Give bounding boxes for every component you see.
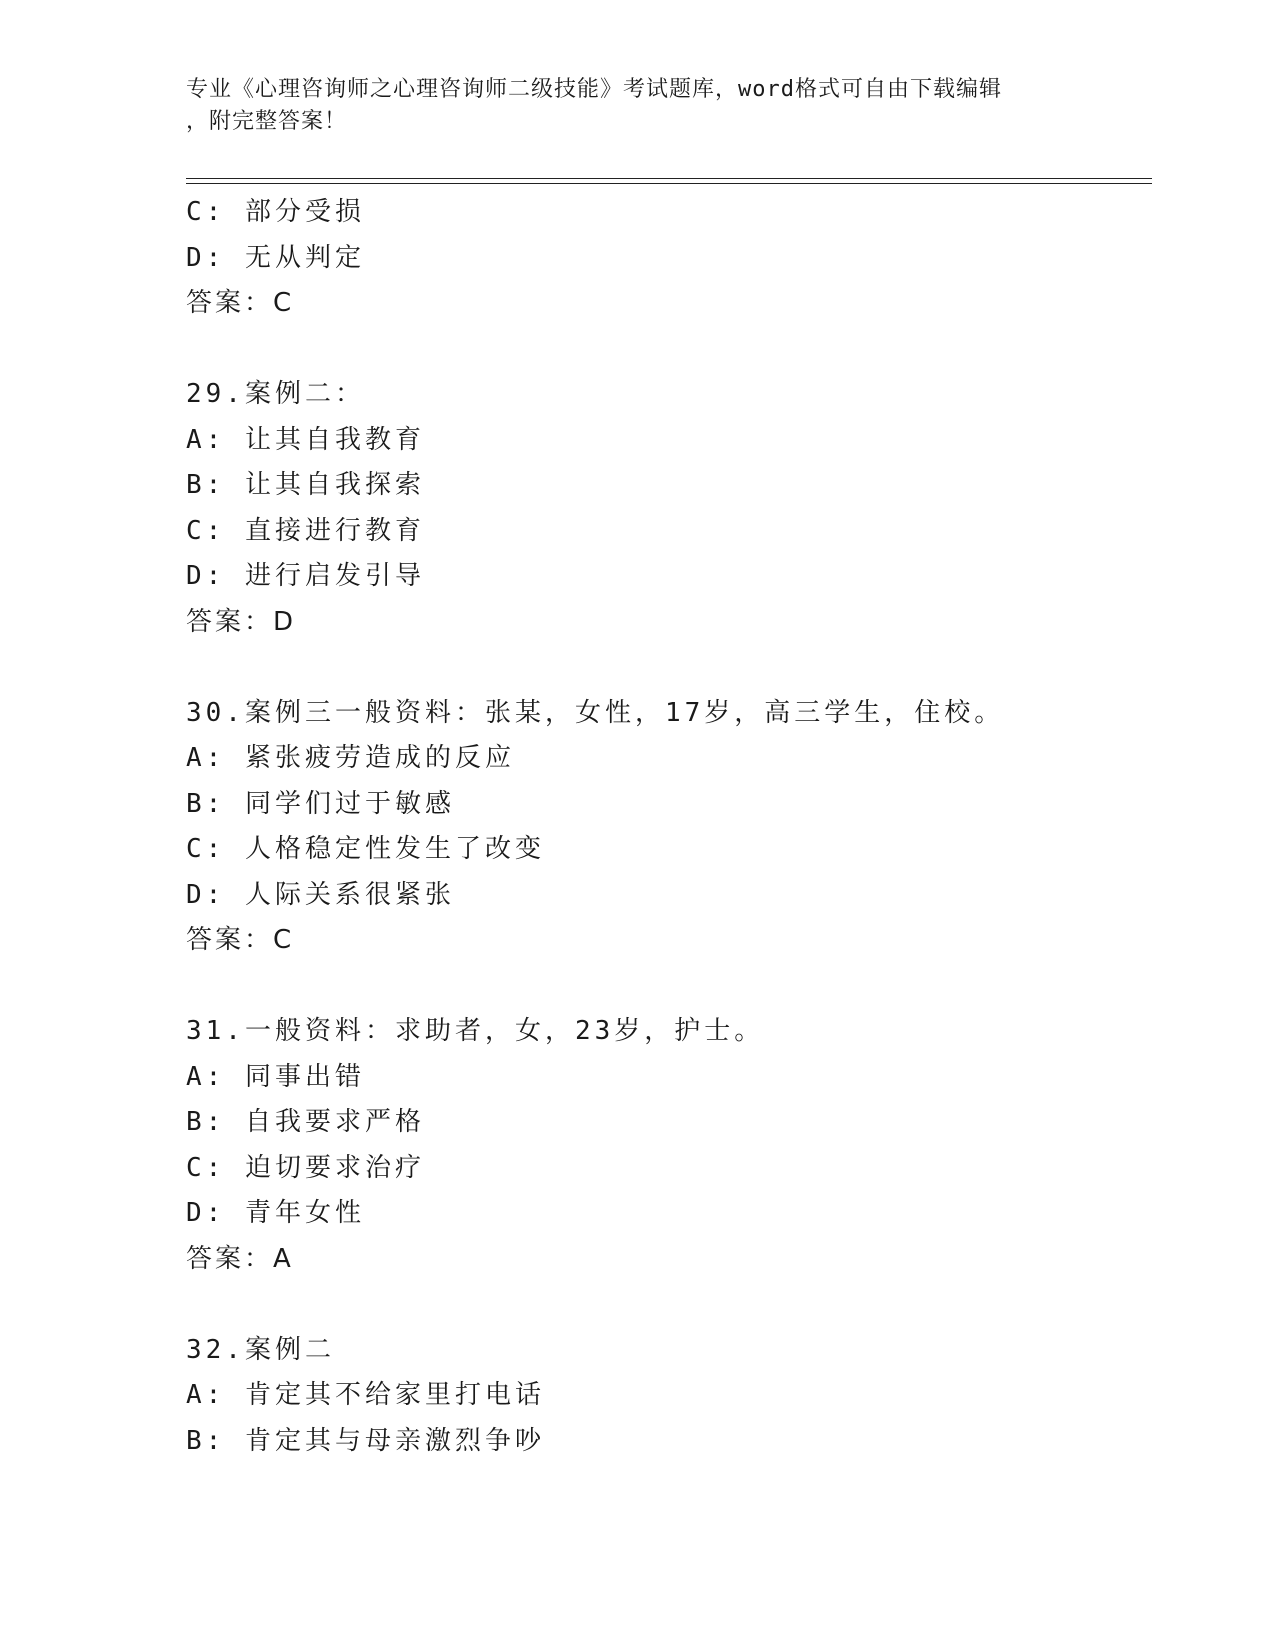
- option-b: B: 肯定其与母亲激烈争吵: [186, 1425, 545, 1456]
- header-divider-bottom: [186, 183, 1152, 184]
- spacer: [186, 964, 1146, 1010]
- option-d: D: 青年女性: [186, 1198, 365, 1228]
- spacer: [186, 645, 1146, 691]
- option-d: D: 人际关系很紧张: [186, 879, 455, 910]
- answer-line: 答案：D: [186, 606, 297, 637]
- spacer: [186, 1282, 1146, 1328]
- option-a: A: 同事出错: [186, 1061, 365, 1092]
- question-block-30: [186, 691, 1146, 964]
- option-a: A: 肯定其不给家里打电话: [186, 1380, 545, 1410]
- question-block-32: [186, 1328, 1146, 1465]
- question-text: 31.一般资料：求助者，女，23岁，护士。: [186, 1016, 765, 1046]
- option-d: D: 进行启发引导: [186, 561, 425, 591]
- spacer: [186, 327, 1146, 373]
- option-b: B: 同学们过于敏感: [186, 788, 455, 819]
- header-line-1: 专业《心理咨询师之心理咨询师二级技能》考试题库，word格式可自由下载编辑: [186, 77, 1002, 102]
- option-b: B: 让其自我探索: [186, 470, 425, 500]
- question-block-28: [186, 190, 1146, 327]
- option-c: C: 迫切要求治疗: [186, 1152, 425, 1183]
- question-text: 32.案例二: [186, 1334, 335, 1365]
- question-text: 29.案例二：: [186, 379, 365, 409]
- option-d: D: 无从判定: [186, 242, 365, 273]
- option-b: B: 自我要求严格: [186, 1107, 425, 1137]
- answer-line: 答案：C: [186, 288, 295, 318]
- question-block-29: [186, 372, 1146, 645]
- question-list: [186, 190, 1146, 1464]
- header-line-2: ，附完整答案！: [186, 109, 348, 134]
- option-c: C: 直接进行教育: [186, 515, 425, 546]
- answer-line: 答案：C: [186, 925, 295, 955]
- option-a: A: 紧张疲劳造成的反应: [186, 743, 515, 773]
- question-text: 30.案例三一般资料：张某，女性，17岁，高三学生，住校。: [186, 697, 1005, 728]
- option-c: C: 人格稳定性发生了改变: [186, 834, 545, 864]
- header-divider-top: [186, 178, 1152, 179]
- question-block-31: [186, 1009, 1146, 1282]
- answer-line: 答案：A: [186, 1243, 294, 1274]
- option-c: C: 部分受损: [186, 197, 365, 227]
- option-a: A: 让其自我教育: [186, 424, 425, 455]
- document-header: [186, 74, 1066, 138]
